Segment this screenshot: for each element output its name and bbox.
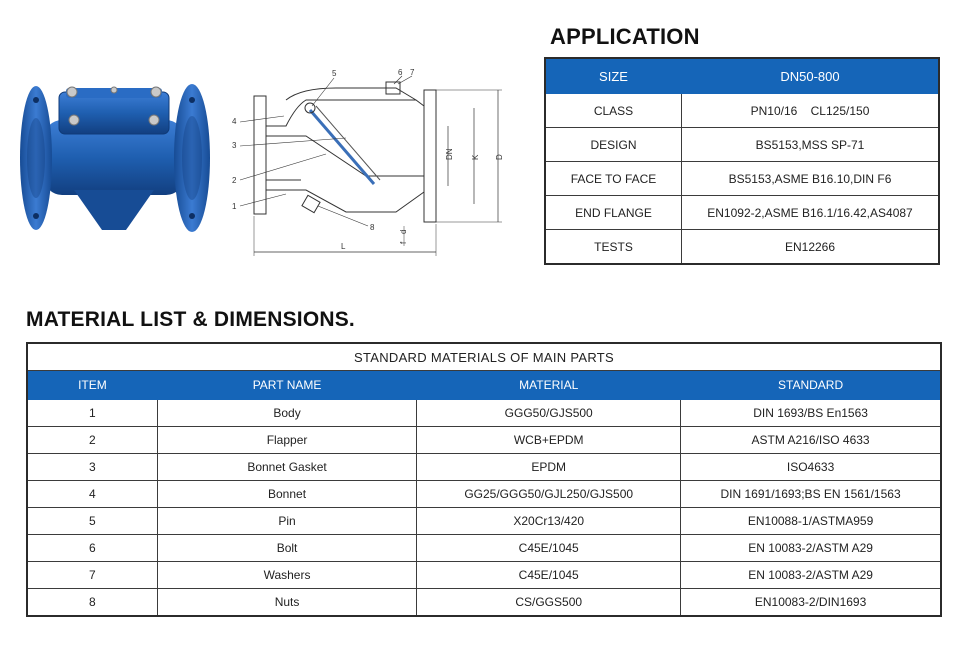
part-name-cell: Body [157,400,416,427]
column-header-item: ITEM [27,371,157,400]
item-cell: 8 [27,589,157,617]
application-table [544,57,940,265]
standard-cell: DIN 1693/BS En1563 [681,400,941,427]
materials-header-row [27,371,941,400]
standard-cell: DIN 1691/1693;BS EN 1561/1563 [681,481,941,508]
class-value: PN10/16 CL125/150 [682,94,940,128]
material-cell: WCB+EPDM [417,427,681,454]
material-cell: EPDM [417,454,681,481]
materials-table [26,342,942,617]
part-name-cell: Flapper [157,427,416,454]
application-row [545,128,939,162]
application-row [545,94,939,128]
item-cell: 6 [27,535,157,562]
callout-1: 1 [232,202,237,211]
table-row [27,562,941,589]
valve-photo [14,80,214,250]
column-header-material: MATERIAL [417,371,681,400]
table-row [27,481,941,508]
standard-cell: EN 10083-2/ASTM A29 [681,562,941,589]
part-name-cell: Bonnet [157,481,416,508]
materials-title: MATERIAL LIST & DIMENSIONS. [26,308,355,331]
column-header-part-name: PART NAME [157,371,416,400]
dim-small-d: d [399,229,408,234]
material-cell: C45E/1045 [417,535,681,562]
part-name-cell: Bolt [157,535,416,562]
callout-4: 4 [232,117,237,126]
part-name-cell: Pin [157,508,416,535]
face-to-face-value: BS5153,ASME B16.10,DIN F6 [682,162,940,196]
item-cell: 2 [27,427,157,454]
item-cell: 5 [27,508,157,535]
tests-label: TESTS [545,230,682,265]
face-to-face-label: FACE TO FACE [545,162,682,196]
application-row [545,196,939,230]
item-cell: 4 [27,481,157,508]
application-title: APPLICATION [550,24,700,49]
item-cell: 1 [27,400,157,427]
size-header-value: DN50-800 [682,58,940,94]
application-row [545,230,939,265]
part-name-cell: Bonnet Gasket [157,454,416,481]
dim-d: D [495,154,504,160]
end-flange-value: EN1092-2,ASME B16.1/16.42,AS4087 [682,196,940,230]
standard-cell: EN 10083-2/ASTM A29 [681,535,941,562]
item-cell: 7 [27,562,157,589]
standard-cell: EN10083-2/DIN1693 [681,589,941,617]
table-row [27,589,941,617]
standard-cell: EN10088-1/ASTMA959 [681,508,941,535]
standard-cell: ASTM A216/ISO 4633 [681,427,941,454]
standard-cell: ISO4633 [681,454,941,481]
valve-cross-section-drawing [226,66,516,262]
class-label: CLASS [545,94,682,128]
design-label: DESIGN [545,128,682,162]
table-row [27,400,941,427]
table-row [27,535,941,562]
item-cell: 3 [27,454,157,481]
callout-2: 2 [232,176,237,185]
end-flange-label: END FLANGE [545,196,682,230]
callout-8: 8 [370,223,375,232]
dim-dn: DN [445,148,454,160]
material-cell: CS/GGS500 [417,589,681,617]
part-name-cell: Nuts [157,589,416,617]
dim-f: f [399,241,408,244]
column-header-standard: STANDARD [681,371,941,400]
callout-6: 6 [398,68,403,77]
material-cell: C45E/1045 [417,562,681,589]
callout-3: 3 [232,141,237,150]
dim-k: K [471,154,480,160]
tests-value: EN12266 [682,230,940,265]
materials-caption: STANDARD MATERIALS OF MAIN PARTS [27,343,941,371]
size-header-label: SIZE [545,58,682,94]
application-header-row [545,58,939,94]
table-row [27,454,941,481]
material-cell: X20Cr13/420 [417,508,681,535]
application-row [545,162,939,196]
design-value: BS5153,MSS SP-71 [682,128,940,162]
table-row [27,427,941,454]
callout-7: 7 [410,68,415,77]
dim-l: L [341,242,346,251]
material-cell: GGG50/GJS500 [417,400,681,427]
material-cell: GG25/GGG50/GJL250/GJS500 [417,481,681,508]
callout-5: 5 [332,69,337,78]
materials-caption-row [27,343,941,371]
table-row [27,508,941,535]
part-name-cell: Washers [157,562,416,589]
